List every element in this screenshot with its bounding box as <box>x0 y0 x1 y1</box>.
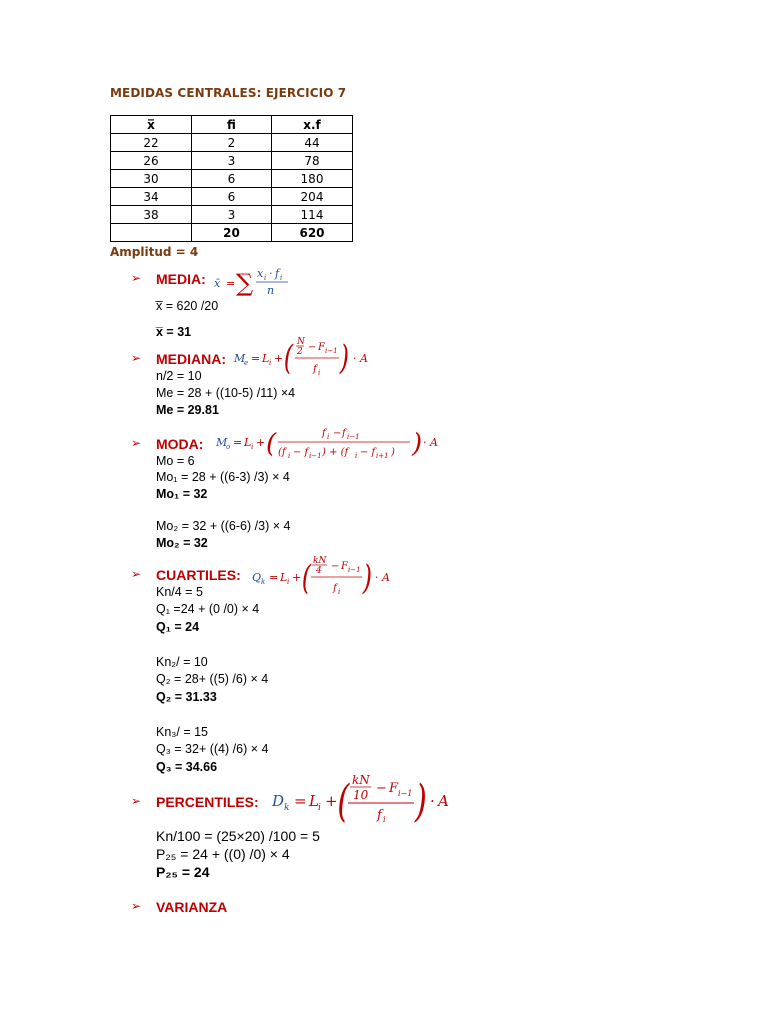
svg-text:f: f <box>275 267 280 280</box>
svg-text:A: A <box>430 436 438 449</box>
arrow-bullet-icon: ➢ <box>131 794 142 808</box>
svg-text:+: + <box>274 352 284 365</box>
svg-text:x̄: x̄ <box>214 277 221 290</box>
svg-text:x: x <box>257 267 264 280</box>
cuartil-2-result: Q₂ = 31.33 <box>156 690 217 704</box>
svg-text:·: · <box>430 792 435 810</box>
svg-text:i−1: i−1 <box>398 789 413 798</box>
arrow-bullet-icon: ➢ <box>131 271 142 285</box>
table-row <box>111 134 353 152</box>
media-result: x̅ = 31 <box>156 325 192 339</box>
svg-text:kN: kN <box>313 556 327 566</box>
media-formula <box>212 263 302 299</box>
svg-text:) + (f: ) + (f <box>322 447 349 458</box>
svg-text:i: i <box>269 359 272 367</box>
cuartil-1-calc: Q₁ =24 + (0 /0) × 4 <box>156 602 260 616</box>
svg-text:): ) <box>391 447 395 458</box>
moda-2-calc: Mo₂ = 32 + ((6-6) /3) × 4 <box>156 519 291 533</box>
svg-text:kN: kN <box>352 773 370 787</box>
frequency-table <box>110 115 353 242</box>
svg-text:L: L <box>309 792 319 810</box>
svg-text:i−1: i−1 <box>325 347 338 355</box>
svg-text:(: ( <box>337 775 350 827</box>
percentiles-formula <box>270 770 455 826</box>
svg-text:): ) <box>339 337 350 378</box>
svg-text:·: · <box>353 352 357 365</box>
svg-text:A: A <box>360 352 368 365</box>
table-cell: 30 <box>111 170 192 188</box>
svg-text:i: i <box>287 578 290 586</box>
table-cell: 204 <box>272 188 353 206</box>
table-total-cell: 20 <box>192 224 272 242</box>
svg-text:− f: − f <box>293 447 309 458</box>
table-row <box>111 152 353 170</box>
svg-text:D: D <box>272 792 285 810</box>
cuartil-3-result: Q₃ = 34.66 <box>156 760 218 774</box>
svg-text:): ) <box>412 429 423 459</box>
table-cell: 34 <box>111 188 192 206</box>
table-cell: 6 <box>192 188 272 206</box>
cuartil-1-position: Kn/4 = 5 <box>156 585 203 599</box>
svg-text:): ) <box>414 775 427 827</box>
svg-text:+: + <box>256 436 266 449</box>
column-header-xf: x.f <box>272 116 353 134</box>
mediana-n-half: n/2 = 10 <box>156 369 202 383</box>
svg-text:i: i <box>280 274 283 282</box>
moda-formula <box>214 422 444 462</box>
table-cell: 114 <box>272 206 353 224</box>
svg-text:F: F <box>318 342 325 353</box>
svg-text:i: i <box>288 452 291 460</box>
svg-text:o: o <box>226 443 231 451</box>
svg-text:=: = <box>294 792 307 810</box>
table-cell: 2 <box>192 134 272 152</box>
moda-1-result: Mo₁ = 32 <box>156 487 208 501</box>
svg-text:N: N <box>297 337 305 347</box>
svg-text:i+1: i+1 <box>376 452 389 460</box>
table-cell: 6 <box>192 170 272 188</box>
amplitud-text: Amplitud = 4 <box>110 245 199 259</box>
svg-text:f: f <box>342 428 346 439</box>
svg-text:·: · <box>269 267 273 280</box>
percentil-calc: P₂₅ = 24 + ((0) /0) × 4 <box>156 846 290 862</box>
svg-text:−: − <box>376 781 387 796</box>
document-title: MEDIDAS CENTRALES: EJERCICIO 7 <box>110 86 347 100</box>
svg-text:2: 2 <box>297 347 303 357</box>
svg-text:i−1: i−1 <box>309 452 322 460</box>
moda-2-result: Mo₂ = 32 <box>156 536 208 550</box>
media-calc: x̅ = 620 /20 <box>156 299 219 313</box>
svg-text:f: f <box>377 808 382 823</box>
media-heading: MEDIA: <box>156 271 206 287</box>
cuartil-3-calc: Q₃ = 32+ ((4) /6) × 4 <box>156 742 269 756</box>
table-cell: 38 <box>111 206 192 224</box>
moda-1-calc: Mo₁ = 28 + ((6-3) /3) × 4 <box>156 470 290 484</box>
svg-text:f: f <box>313 364 317 375</box>
mediana-calc: Me = 28 + ((10-5) /11) ×4 <box>156 386 296 400</box>
mediana-heading: MEDIANA: <box>156 351 226 367</box>
svg-text:): ) <box>362 557 372 598</box>
svg-text:i: i <box>318 803 321 813</box>
svg-text:L: L <box>244 436 252 449</box>
svg-text:∑: ∑ <box>236 269 254 297</box>
table-cell: 3 <box>192 152 272 170</box>
table-row <box>111 170 353 188</box>
svg-text:(: ( <box>301 557 312 598</box>
svg-text:(f: (f <box>278 447 286 458</box>
svg-text:i: i <box>318 369 321 377</box>
table-cell: 180 <box>272 170 353 188</box>
moda-value: Mo = 6 <box>156 454 195 468</box>
table-total-row <box>111 224 353 242</box>
table-header-row <box>111 116 353 134</box>
svg-text:n: n <box>267 284 275 297</box>
svg-text:+: + <box>292 571 302 584</box>
cuartil-3-position: Kn₃/ = 15 <box>156 725 209 739</box>
svg-text:k: k <box>261 578 266 586</box>
svg-text:M: M <box>216 436 228 449</box>
svg-text:=: = <box>269 571 279 584</box>
percentil-position: Kn/100 = (25×20) /100 = 5 <box>156 828 320 844</box>
svg-text:i: i <box>338 588 341 596</box>
moda-heading: MODA: <box>156 436 204 452</box>
svg-text:i: i <box>264 274 267 282</box>
svg-text:i: i <box>383 815 386 824</box>
svg-text:f: f <box>322 428 326 439</box>
table-cell: 44 <box>272 134 353 152</box>
table-row <box>111 188 353 206</box>
svg-text:·: · <box>423 436 427 449</box>
mediana-result: Me = 29.81 <box>156 403 219 417</box>
svg-text:M: M <box>234 352 246 365</box>
table-total-cell <box>111 224 192 242</box>
table-cell: 78 <box>272 152 353 170</box>
varianza-heading: VARIANZA <box>156 899 228 915</box>
arrow-bullet-icon: ➢ <box>131 567 142 581</box>
svg-text:i: i <box>251 443 254 451</box>
svg-text:(: ( <box>283 337 294 378</box>
svg-text:i: i <box>355 452 358 460</box>
svg-text:f: f <box>333 583 337 594</box>
percentil-result: P₂₅ = 24 <box>156 864 210 880</box>
svg-text:−: − <box>331 561 340 572</box>
arrow-bullet-icon: ➢ <box>131 436 142 450</box>
svg-text:=: = <box>233 436 243 449</box>
table-cell: 22 <box>111 134 192 152</box>
table-cell: 26 <box>111 152 192 170</box>
svg-text:Q: Q <box>252 571 262 584</box>
mediana-formula <box>232 333 372 379</box>
table-row <box>111 206 353 224</box>
column-header-fi: fi <box>192 116 272 134</box>
column-header-x: x̅ <box>111 116 192 134</box>
table-total-cell: 620 <box>272 224 353 242</box>
svg-text:=: = <box>226 277 236 290</box>
percentiles-heading: PERCENTILES: <box>156 794 259 810</box>
arrow-bullet-icon: ➢ <box>131 899 142 913</box>
arrow-bullet-icon: ➢ <box>131 351 142 365</box>
svg-text:·: · <box>375 571 379 584</box>
svg-text:k: k <box>284 803 290 813</box>
svg-text:L: L <box>262 352 270 365</box>
svg-text:+: + <box>325 792 338 810</box>
svg-text:−: − <box>333 428 342 439</box>
svg-text:A: A <box>438 792 449 810</box>
svg-text:=: = <box>251 352 261 365</box>
svg-text:e: e <box>244 359 249 367</box>
svg-text:i: i <box>327 433 330 441</box>
svg-text:F: F <box>341 561 348 572</box>
cuartiles-heading: CUARTILES: <box>156 567 241 583</box>
svg-text:A: A <box>382 571 390 584</box>
table-cell: 3 <box>192 206 272 224</box>
svg-text:i−1: i−1 <box>347 433 360 441</box>
cuartil-2-calc: Q₂ = 28+ ((5) /6) × 4 <box>156 672 269 686</box>
cuartiles-formula <box>250 552 400 598</box>
svg-text:− f: − f <box>360 447 376 458</box>
cuartil-1-result: Q₁ = 24 <box>156 620 200 634</box>
svg-text:4: 4 <box>316 566 322 576</box>
svg-text:10: 10 <box>353 788 369 802</box>
svg-text:(: ( <box>266 429 277 459</box>
svg-text:i−1: i−1 <box>348 566 361 574</box>
svg-text:−: − <box>308 342 317 353</box>
cuartil-2-position: Kn₂/ = 10 <box>156 655 208 669</box>
svg-text:F: F <box>389 781 399 796</box>
svg-text:L: L <box>280 571 288 584</box>
